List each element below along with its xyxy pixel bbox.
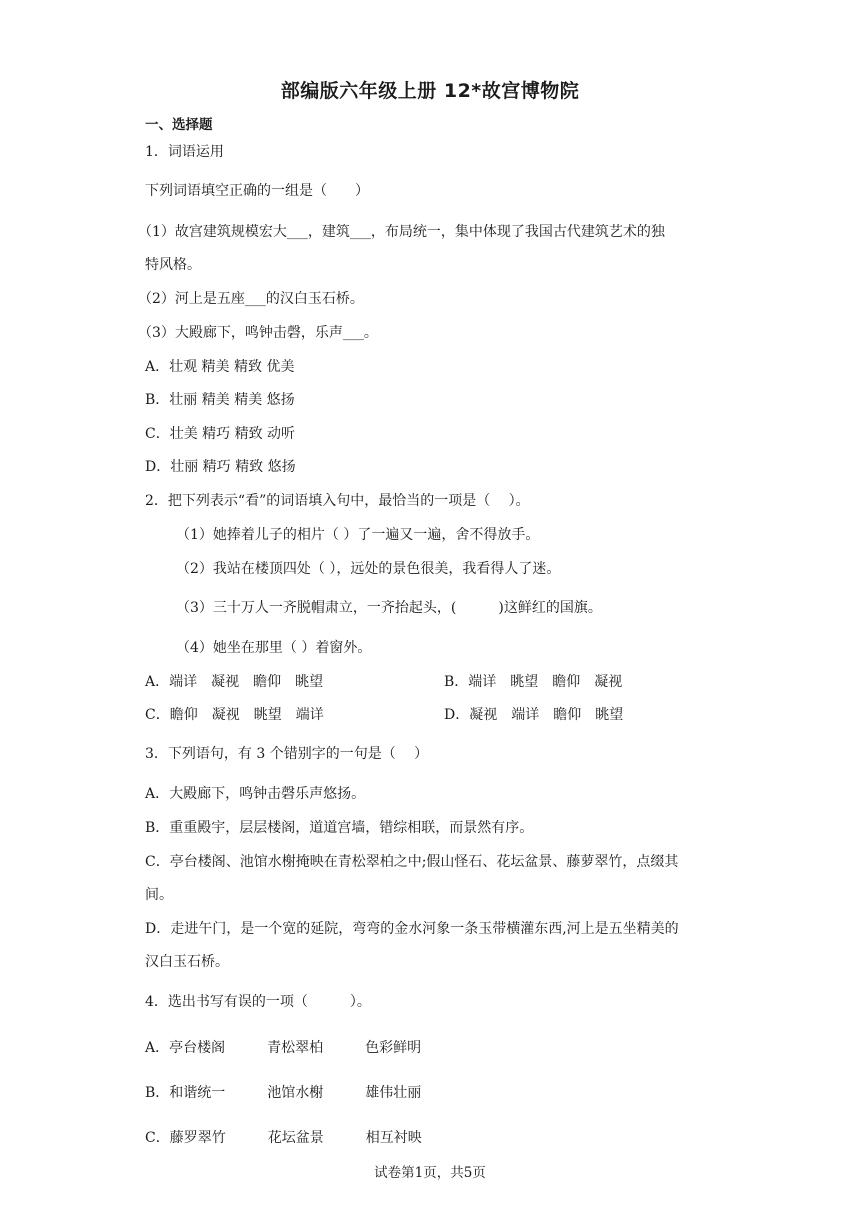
question-4-stem: 4．选出书写有误的一项（ ）。 — [145, 994, 371, 1010]
question-3-option-d[interactable]: D．走进午门，是一个宽的延院，弯弯的金水河象一条玉带横灌东西,河上是五坐精美的 — [145, 921, 679, 937]
question-1-number: 1．词语运用 — [145, 144, 224, 160]
question-2-option-c[interactable]: C．瞻仰 凝视 眺望 端详 — [145, 707, 324, 723]
question-3-stem: 3．下列语句，有 3 个错别字的一句是（ ） — [145, 746, 429, 762]
page-title: 部编版六年级上册 12*故宫博物院 — [280, 80, 580, 102]
question-2-sentence-3: （3）三十万人一齐脱帽肃立，一齐抬起头，( )这鲜红的国旗。 — [176, 600, 602, 616]
question-1-option-d[interactable]: D．壮丽 精巧 精致 悠扬 — [145, 459, 296, 475]
question-2-sentence-1: （1）她捧着儿子的相片（ ）了一遍又一遍，舍不得放手。 — [176, 527, 540, 543]
question-1-sentence-2: （2）河上是五座___的汉白玉石桥。 — [138, 291, 364, 307]
question-1-stem: 下列词语填空正确的一组是（ ） — [145, 183, 369, 199]
question-2-sentence-4: （4）她坐在那里（ ）着窗外。 — [176, 640, 372, 656]
question-1-sentence-3: （3）大殿廊下，鸣钟击磬，乐声___。 — [138, 325, 378, 341]
question-1-sentence-1-cont: 特风格。 — [145, 257, 201, 273]
question-4-option-b[interactable]: B．和谐统一 池馆水榭 雄伟壮丽 — [145, 1085, 422, 1101]
question-4-option-a[interactable]: A．亭台楼阁 青松翠柏 色彩鲜明 — [145, 1040, 422, 1056]
question-3-option-c[interactable]: C．亭台楼阁、池馆水榭掩映在青松翠柏之中;假山怪石、花坛盆景、藤萝翠竹，点缀其 — [145, 854, 679, 870]
question-1-option-c[interactable]: C．壮美 精巧 精致 动听 — [145, 426, 296, 442]
question-2-stem: 2．把下列表示“看”的词语填入句中，最恰当的一项是（ ）。 — [145, 493, 530, 509]
question-3-option-b[interactable]: B．重重殿宇，层层楼阁，道道宫墙，错综相联，而景然有序。 — [145, 820, 534, 836]
question-3-option-a[interactable]: A．大殿廊下，鸣钟击磬乐声悠扬。 — [145, 786, 366, 802]
question-1-option-a[interactable]: A．壮观 精美 精致 优美 — [145, 359, 295, 375]
question-2-sentence-2: （2）我站在楼顶四处（ ），远处的景色很美，我看得人了迷。 — [176, 561, 561, 577]
question-1-sentence-1: （1）故宫建筑规模宏大___，建筑___，布局统一，集中体现了我国古代建筑艺术的独 — [138, 224, 665, 240]
question-2-option-a[interactable]: A．端详 凝视 瞻仰 眺望 — [145, 674, 324, 690]
question-2-option-d[interactable]: D．凝视 端详 瞻仰 眺望 — [444, 707, 624, 723]
question-1-option-b[interactable]: B．壮丽 精美 精美 悠扬 — [145, 392, 295, 408]
question-2-option-b[interactable]: B．端详 眺望 瞻仰 凝视 — [444, 674, 623, 690]
question-4-option-c[interactable]: C．藤罗翠竹 花坛盆景 相互衬映 — [145, 1130, 422, 1146]
section-heading: 一、选择题 — [145, 117, 213, 133]
page-footer: 试卷第1页，共5页 — [374, 1165, 486, 1181]
question-3-option-c-cont: 间。 — [145, 887, 173, 903]
question-3-option-d-cont: 汉白玉石桥。 — [145, 954, 229, 970]
